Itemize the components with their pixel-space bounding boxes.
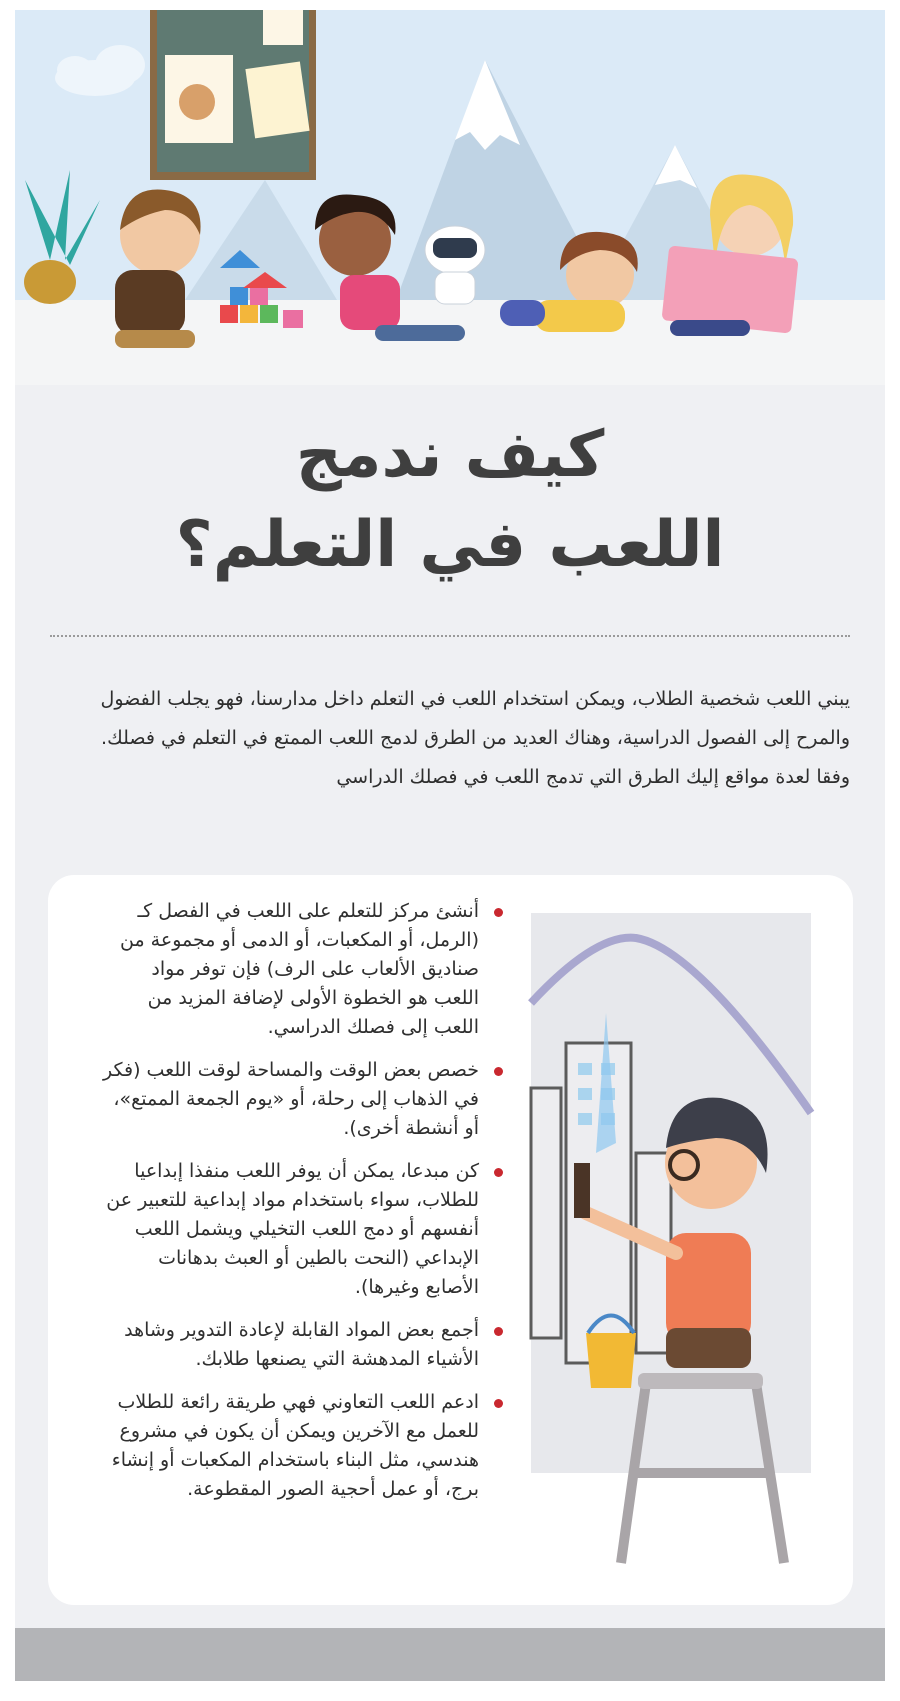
tip-text: خصص بعض الوقت والمساحة لوقت اللعب (فكر في الذهاب إلى رحلة، أو «يوم الجمعة الممتع»، أو أنشطة أخرى). xyxy=(103,1059,479,1139)
bullet-icon xyxy=(494,1327,503,1336)
list-item xyxy=(103,1316,503,1374)
list-item xyxy=(103,1388,503,1504)
painting-boy-illustration xyxy=(526,913,826,1573)
list-item xyxy=(103,1056,503,1143)
tip-text: ادعم اللعب التعاوني فهي طريقة رائعة للطلاب للعمل مع الآخرين ويمكن أن يكون في مشروع هندسي، مثل البناء باستخدام المكعبات أو إنشاء برج، أو عمل أحجية الصور المقطوعة. xyxy=(111,1391,479,1500)
tip-text: كن مبدعا، يمكن أن يوفر اللعب منفذا إبداعيا للطلاب، سواء باستخدام مواد إبداعية للتعبير عن أنفسهم أو دمج اللعب التخيلي ويشمل اللعب الإبداعي (النحت بالطين أو العبث بدهانات الأصابع وغيرها). xyxy=(106,1160,479,1298)
hero-illustration xyxy=(15,10,885,385)
title-line-1: كيف ندمج xyxy=(295,418,605,492)
intro-paragraph: يبني اللعب شخصية الطلاب، ويمكن استخدام اللعب في التعلم داخل مدارسنا، فهو يجلب الفضول والمرح إلى الفصول الدراسية، وهناك العديد من الطرق لدمج اللعب الممتع في التعلم في فصلك. xyxy=(100,688,850,749)
dotted-divider xyxy=(50,635,850,637)
bullet-icon xyxy=(494,1168,503,1177)
footer-band xyxy=(15,1628,885,1681)
tips-list xyxy=(103,897,503,1518)
tip-text: أجمع بعض المواد القابلة لإعادة التدوير وشاهد الأشياء المدهشة التي يصنعها طلابك. xyxy=(124,1319,479,1370)
intro-text xyxy=(50,680,850,797)
infographic-canvas xyxy=(15,10,885,1681)
list-item xyxy=(103,897,503,1042)
tip-text: أنشئ مركز للتعلم على اللعب في الفصل كـ (الرمل، أو المكعبات، أو الدمى أو مجموعة من صناديق الألعاب على الرف) فإن توفر مواد اللعب هو الخطوة الأولى لإضافة المزيد من اللعب إلى فصلك الدراسي. xyxy=(119,900,479,1038)
bullet-icon xyxy=(494,1067,503,1076)
title-line-2: اللعب في التعلم؟ xyxy=(175,508,725,582)
bulletin-board-illustration xyxy=(150,10,316,180)
list-item xyxy=(103,1157,503,1302)
page-title xyxy=(15,410,885,590)
bullet-icon xyxy=(494,1399,503,1408)
intro-lead: وفقا لعدة مواقع إليك الطرق التي تدمج اللعب في فصلك الدراسي xyxy=(336,766,850,788)
tips-card xyxy=(48,875,853,1605)
bullet-icon xyxy=(494,908,503,917)
